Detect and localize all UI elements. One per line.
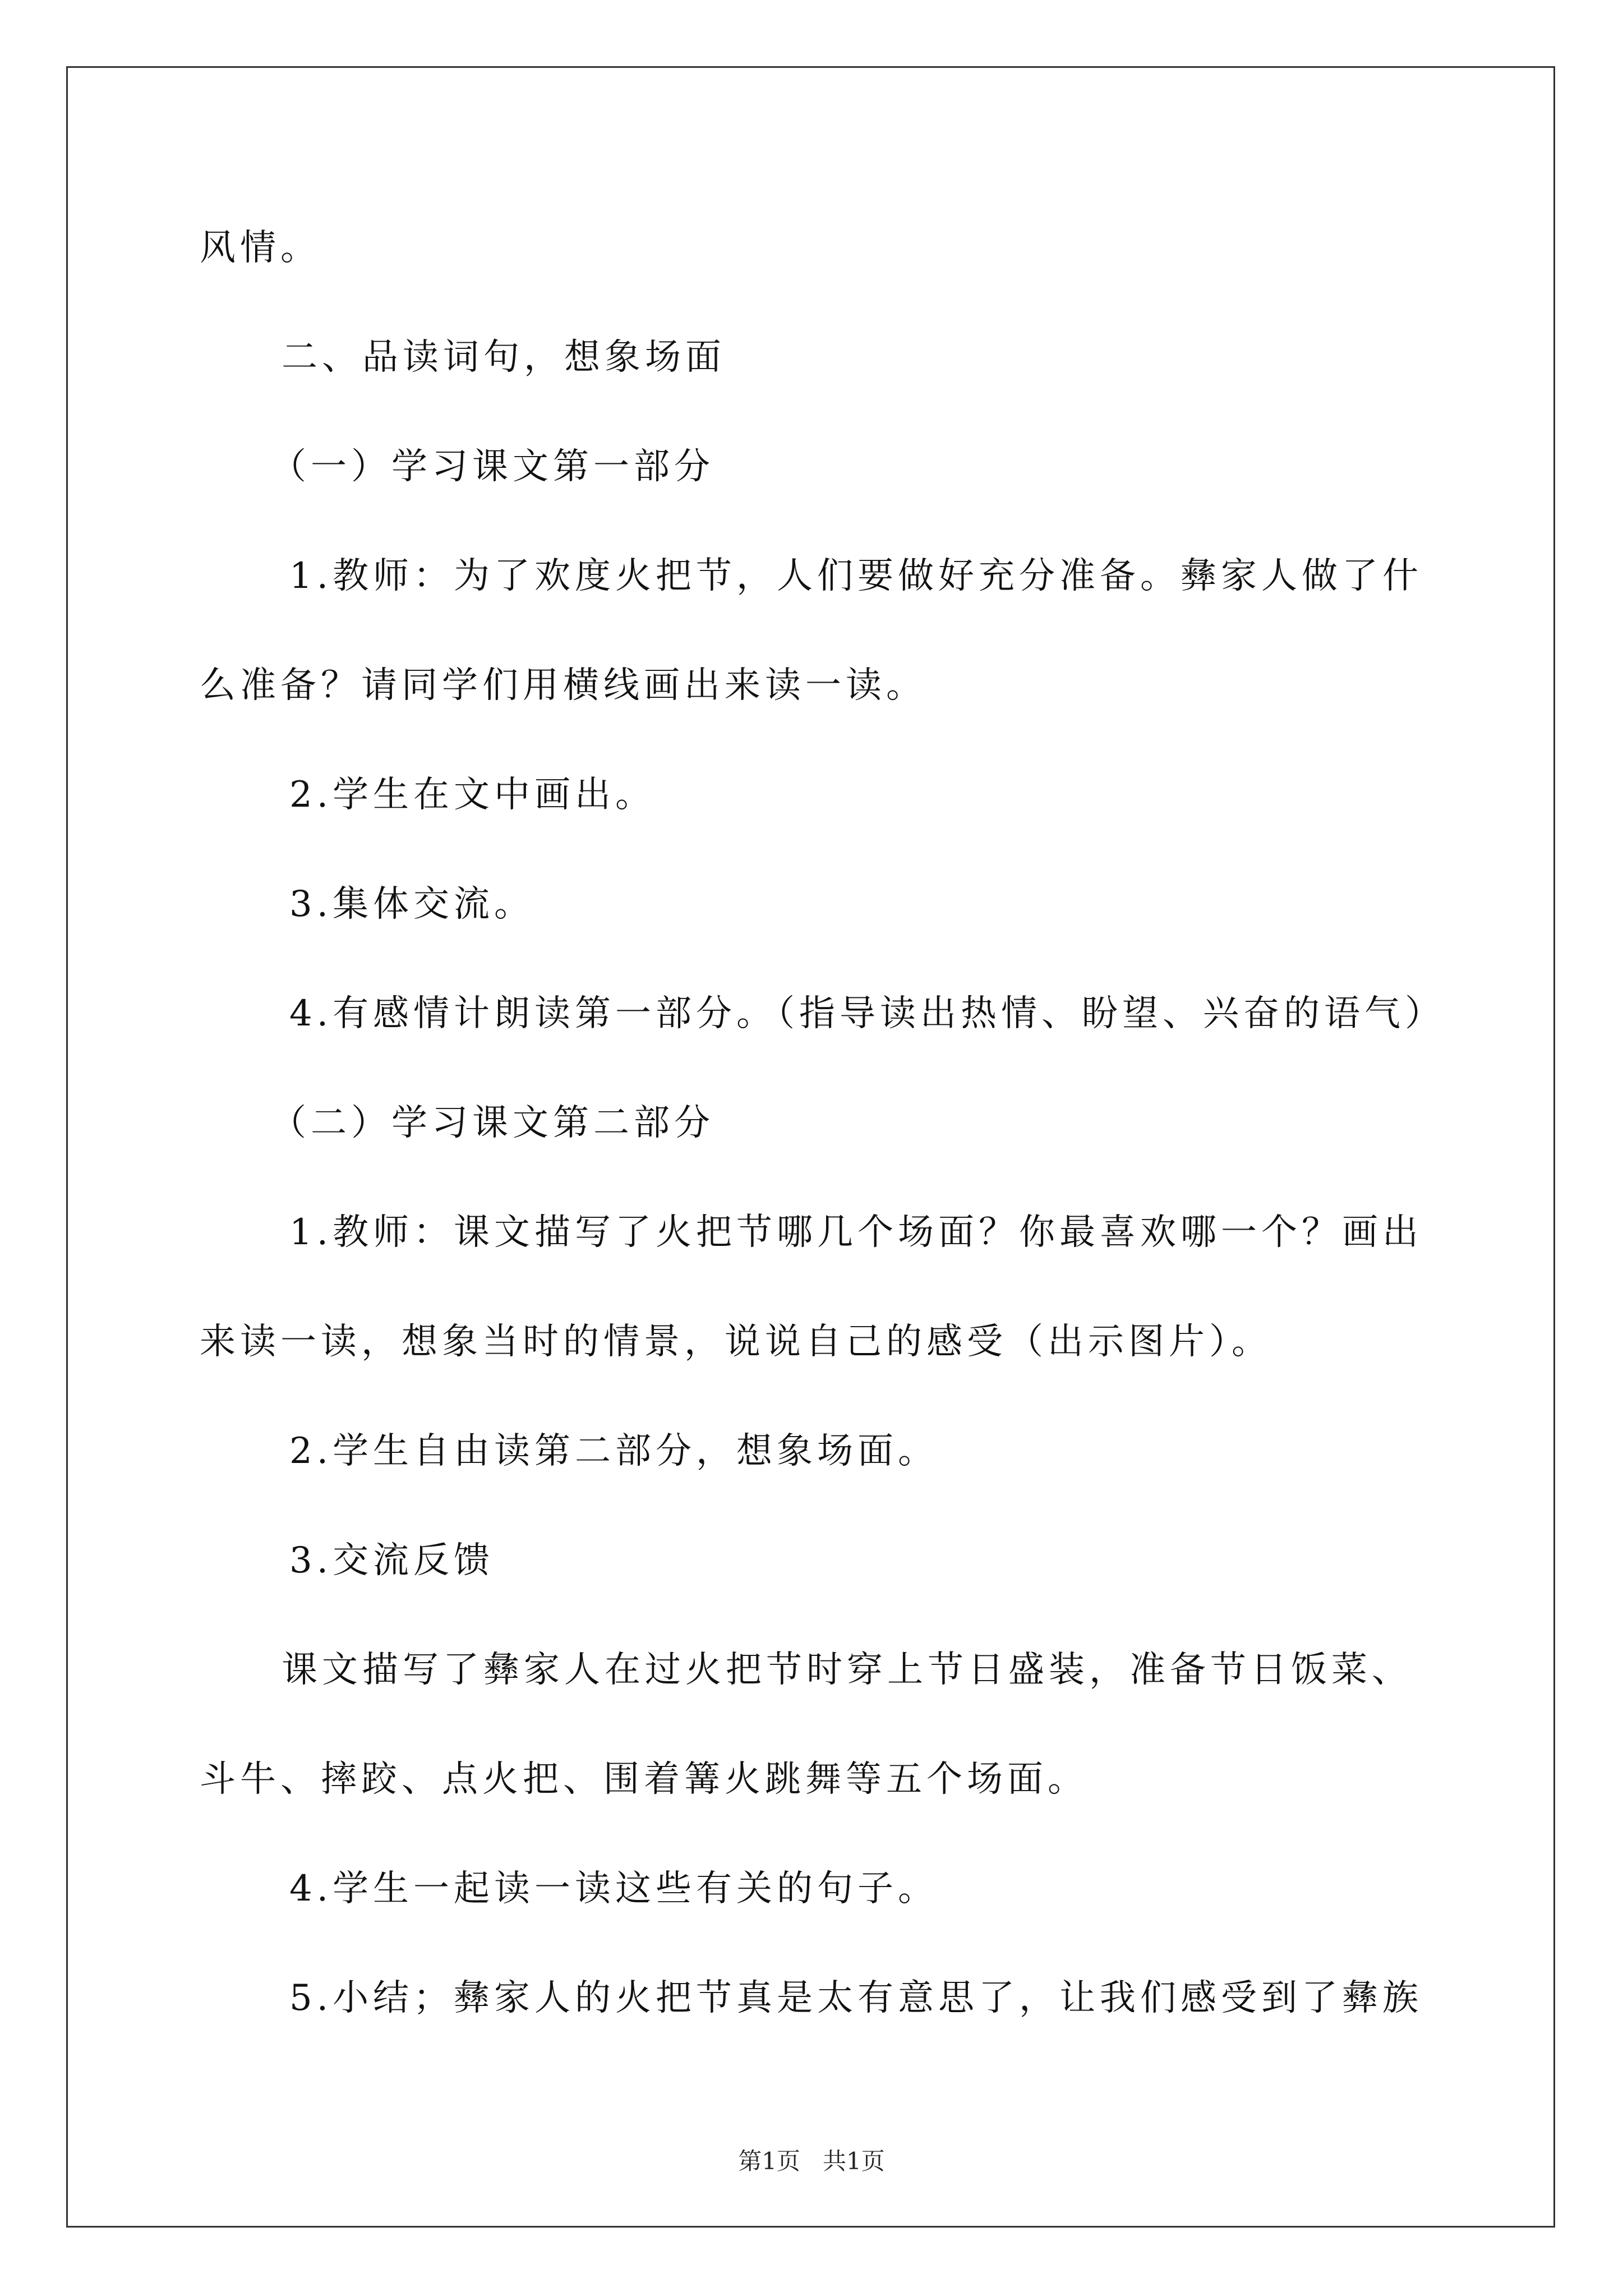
text-line: 斗牛、摔跤、点火把、围着篝火跳舞等五个场面。 bbox=[200, 1759, 1088, 1800]
text-line: 么准备？请同学们用横线画出来读一读。 bbox=[200, 665, 926, 706]
text-line: 来读一读，想象当时的情景，说说自己的感受（出示图片）。 bbox=[200, 1321, 1272, 1363]
text-line: 1.教师：课文描写了火把节哪几个场面？你最喜欢哪一个？画出 bbox=[289, 1212, 1423, 1253]
text-line: 4.有感情计朗读第一部分。（指导读出热情、盼望、兴奋的语气） bbox=[289, 993, 1446, 1034]
page-footer: 第1页 共1页 bbox=[738, 2147, 885, 2175]
text-line: 风情。 bbox=[200, 227, 321, 269]
text-line: 4.学生一起读一读这些有关的句子。 bbox=[289, 1868, 939, 1910]
text-line: 3.交流反馈 bbox=[289, 1540, 495, 1581]
text-line: 3.集体交流。 bbox=[289, 884, 535, 925]
text-line: 5.小结；彝家人的火把节真是太有意思了，让我们感受到了彝族 bbox=[289, 1977, 1423, 2019]
subsection-heading: （一）学习课文第一部分 bbox=[270, 446, 714, 487]
text-line: 2.学生自由读第二部分，想象场面。 bbox=[289, 1430, 939, 1472]
subsection-heading: （二）学习课文第二部分 bbox=[270, 1102, 714, 1144]
text-line: 2.学生在文中画出。 bbox=[289, 774, 656, 816]
section-heading: 二、品读词句，想象场面 bbox=[282, 337, 726, 378]
text-line: 1.教师：为了欢度火把节，人们要做好充分准备。彝家人做了什 bbox=[289, 555, 1423, 597]
text-line: 课文描写了彝家人在过火把节时穿上节日盛装，准备节日饭菜、 bbox=[282, 1649, 1412, 1691]
